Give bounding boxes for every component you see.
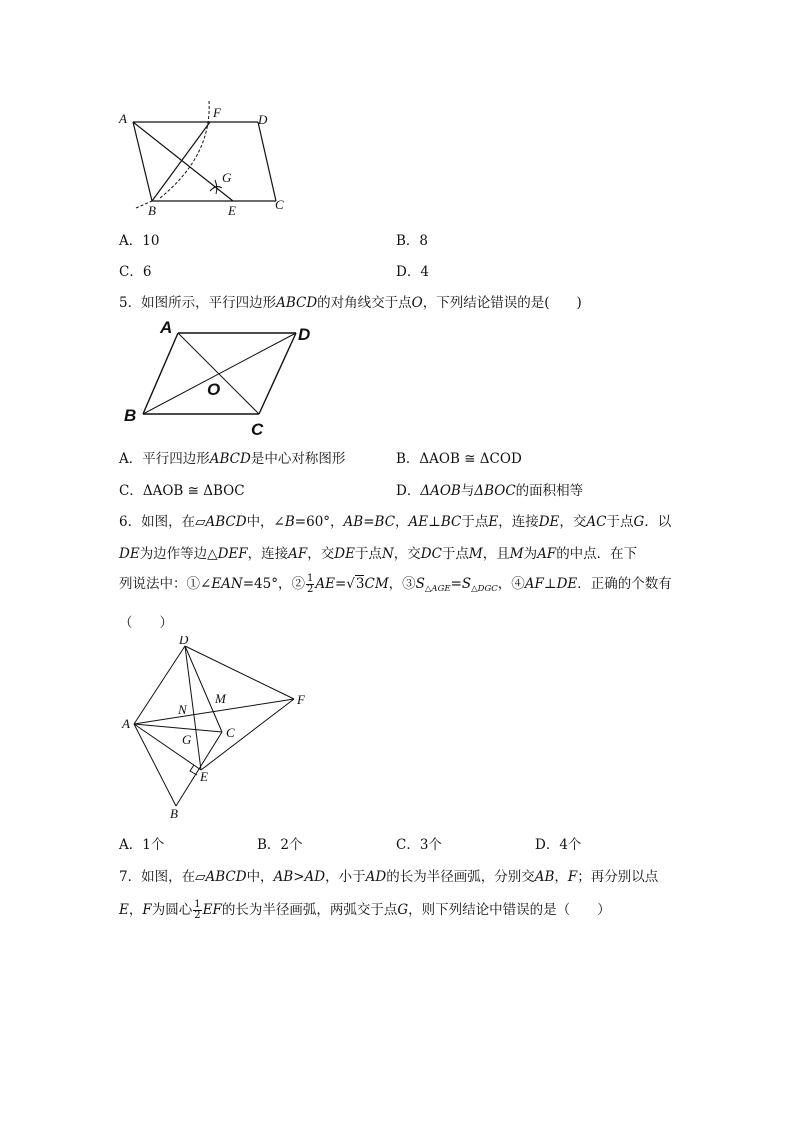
- q7-l1-m: ；再分别以点: [577, 869, 659, 885]
- q5-option-c[interactable]: C．ΔAOB ≅ ΔBOC: [119, 483, 245, 499]
- q7-l2-f: 的长为半径画弧，两弧交于点: [221, 902, 398, 918]
- q7-l1-h: AD: [365, 869, 387, 885]
- q6-l3-i: =: [450, 576, 462, 592]
- q6-figure: [118, 636, 318, 826]
- q5-stem-abcd: ABCD: [276, 295, 318, 311]
- q6-l1-f: AB: [343, 514, 364, 530]
- q6-l3-h: S: [415, 576, 425, 592]
- q4-option-d[interactable]: D．4: [396, 264, 429, 280]
- q4-label-G: G: [222, 170, 232, 185]
- q7-l1-j: AB: [534, 869, 555, 885]
- q6-l1-d: B: [284, 514, 295, 530]
- q7-l2-c: F: [142, 902, 152, 918]
- q5-option-d-prefix: D．: [396, 483, 421, 499]
- q6-l3-m: ⊥: [543, 576, 557, 592]
- q7-l1-c: 中，: [246, 869, 274, 885]
- q6-l2-h: 于点: [354, 546, 382, 562]
- q4-option-b[interactable]: B．8: [396, 233, 429, 249]
- q6-l3-g: ，③: [388, 576, 416, 592]
- q6-l1-h: BC: [374, 514, 396, 530]
- q6-l1-i: ，: [395, 514, 409, 530]
- q6-l2-j: ，交: [393, 546, 421, 562]
- q6-label-N: N: [178, 702, 187, 717]
- q7-frac-den: 2: [194, 910, 201, 921]
- q6-l3-n: DE: [556, 576, 578, 592]
- q6-sqrt: 3: [355, 576, 365, 592]
- q6-option-a[interactable]: A．1个: [119, 837, 165, 853]
- q5-stem-text-2: 的对角线交于点: [317, 295, 412, 311]
- q5-stem-text-1: 如图所示，平行四边形: [141, 295, 277, 311]
- q7-l1-b: ABCD: [205, 869, 247, 885]
- q6-l2-r: 的中点．在下: [556, 546, 638, 562]
- q7-stem-line-2: [119, 898, 611, 921]
- sqrt-symbol: √: [346, 576, 355, 592]
- q6-l3-f: CM: [364, 576, 389, 592]
- q6-label-C: C: [226, 725, 235, 740]
- q7-l1-f: AD: [304, 869, 326, 885]
- q6-l3-l: AF: [524, 576, 544, 592]
- q5-label-C: C: [251, 420, 264, 439]
- q5-option-a-abcd: ABCD: [209, 451, 251, 467]
- q6-l2-m: M: [468, 546, 483, 562]
- q6-l1-g: =: [363, 514, 375, 530]
- q6-l3-c: =45°，②: [242, 576, 305, 592]
- q7-l2-h: ，则下列结论中错误的是（ ）: [408, 902, 611, 918]
- q5-option-a-prefix: A．平行四边形: [119, 451, 210, 467]
- q7-l1-a: 7．如图，在▱: [119, 869, 206, 885]
- q6-stem-line-1: [119, 510, 671, 530]
- q6-l2-q: AF: [537, 546, 557, 562]
- q4-label-B: B: [148, 203, 156, 218]
- q6-stem-line-2: [119, 542, 637, 562]
- q5-option-a-suffix: 是中心对称图形: [250, 451, 346, 467]
- q4-label-F: F: [213, 105, 221, 120]
- q6-label-G: G: [182, 732, 192, 747]
- q6-l1-u: ．以: [644, 514, 672, 530]
- q7-l2-a: E: [119, 902, 129, 918]
- q6-l3-e: =: [334, 576, 347, 592]
- q6-label-A: A: [122, 716, 130, 731]
- q4-label-A: A: [119, 111, 127, 126]
- q4-figure: [112, 96, 302, 221]
- q6-l2-g: DE: [334, 546, 355, 562]
- q6-l1-b: ABCD: [205, 514, 247, 530]
- q6-l2-l: 于点: [441, 546, 469, 562]
- q6-l1-r: AC: [586, 514, 607, 530]
- q7-l1-e: >: [293, 869, 305, 885]
- q6-l1-t: G: [633, 514, 645, 530]
- q6-l2-a: DE: [119, 546, 140, 562]
- q5-stem-o: O: [411, 295, 423, 311]
- q7-l1-k: ，: [554, 869, 568, 885]
- q5-label-B: B: [124, 406, 137, 425]
- q6-l1-e: =60°，: [294, 514, 344, 530]
- q6-l2-p: 为: [523, 546, 538, 562]
- q6-l1-m: 于点: [461, 514, 489, 530]
- q6-frac-num: 1: [306, 573, 314, 584]
- half-fraction: [193, 900, 201, 921]
- q6-l1-p: DE: [538, 514, 560, 530]
- q6-label-D: D: [179, 636, 189, 647]
- q6-l3-j-sub: △DGC: [471, 584, 498, 594]
- q6-l3-o: ．正确的个数有: [577, 576, 672, 592]
- half-fraction: [306, 574, 314, 595]
- q6-l1-l: BC: [440, 514, 462, 530]
- q6-l1-o: ，连接: [498, 514, 539, 530]
- q6-l2-d: ，连接: [247, 546, 289, 562]
- q6-l3-h-sub: △AGE: [424, 584, 451, 594]
- q6-label-B: B: [170, 806, 178, 821]
- q5-stem-text-3: ，下列结论错误的是( ): [422, 295, 582, 311]
- q5-option-d[interactable]: [396, 479, 583, 499]
- q4-label-C: C: [275, 197, 284, 212]
- q6-l1-n: E: [488, 514, 499, 530]
- q6-l2-e: AF: [288, 546, 308, 562]
- q6-l1-q: ，交: [559, 514, 587, 530]
- q6-l3-d: AE: [315, 576, 335, 592]
- q6-label-E: E: [200, 769, 208, 784]
- q6-l1-k: ⊥: [428, 514, 441, 530]
- q6-stem-line-3: [119, 572, 672, 595]
- q6-l1-s: 于点: [606, 514, 634, 530]
- q6-l2-k: DC: [420, 546, 442, 562]
- q5-option-a[interactable]: [119, 447, 345, 467]
- q5-stem: [119, 291, 582, 311]
- q4-option-a[interactable]: A．10: [119, 233, 160, 249]
- q5-label-A: A: [160, 318, 173, 337]
- q7-l1-g: ，小于: [325, 869, 366, 885]
- q6-l1-a: 6．如图，在▱: [119, 514, 206, 530]
- q7-l2-d: 为圆心: [151, 902, 193, 918]
- q6-l3-k: ，④: [497, 576, 525, 592]
- q6-l3-b: EAN: [211, 576, 243, 592]
- q7-frac-num: 1: [194, 899, 201, 910]
- q5-option-b[interactable]: B．ΔAOB ≅ ΔCOD: [396, 451, 522, 467]
- q5-label-O: O: [207, 380, 221, 399]
- q7-l1-l: F: [567, 869, 578, 885]
- q5-number: 5．: [119, 295, 142, 311]
- q7-l2-b: ，: [128, 902, 143, 918]
- q6-label-F: F: [297, 692, 305, 707]
- q6-l2-n: ，且: [482, 546, 510, 562]
- q5-option-d-suffix: 的面积相等: [515, 483, 584, 499]
- q7-l2-g: G: [397, 902, 409, 918]
- q6-l3-a: 列说法中：①∠: [119, 576, 212, 592]
- q6-l3-j: S: [461, 576, 472, 592]
- q5-figure: [118, 316, 328, 441]
- q6-frac-den: 2: [306, 584, 314, 595]
- q6-label-M: M: [215, 691, 226, 706]
- q6-l2-o: M: [509, 546, 524, 562]
- q6-option-d[interactable]: D．4个: [535, 837, 582, 853]
- q6-l2-i: N: [381, 546, 394, 562]
- q6-l1-j: AE: [408, 514, 429, 530]
- q6-l2-c: DEF: [217, 546, 248, 562]
- q6-l1-c: 中，∠: [246, 514, 285, 530]
- q4-label-E: E: [228, 203, 236, 218]
- q4-option-c[interactable]: C．6: [119, 264, 152, 280]
- q5-option-d-mid: 与: [460, 483, 475, 499]
- q7-stem-line-1: [119, 865, 658, 885]
- q6-l2-f: ，交: [307, 546, 335, 562]
- q7-l2-e: EF: [202, 902, 222, 918]
- q6-answer-paren: （ ）: [119, 615, 173, 631]
- q6-option-c[interactable]: C．3个: [396, 837, 442, 853]
- q4-label-D: D: [258, 112, 268, 127]
- q6-l2-b: 为边作等边△: [139, 546, 218, 562]
- q6-option-b[interactable]: B．2个: [257, 837, 303, 853]
- q5-option-d-t2: ΔBOC: [474, 483, 516, 499]
- q7-l1-i: 的长为半径画弧，分别交: [386, 869, 535, 885]
- q5-option-d-t1: ΔAOB: [420, 483, 461, 499]
- q5-label-D: D: [298, 325, 311, 344]
- q7-l1-d: AB: [273, 869, 294, 885]
